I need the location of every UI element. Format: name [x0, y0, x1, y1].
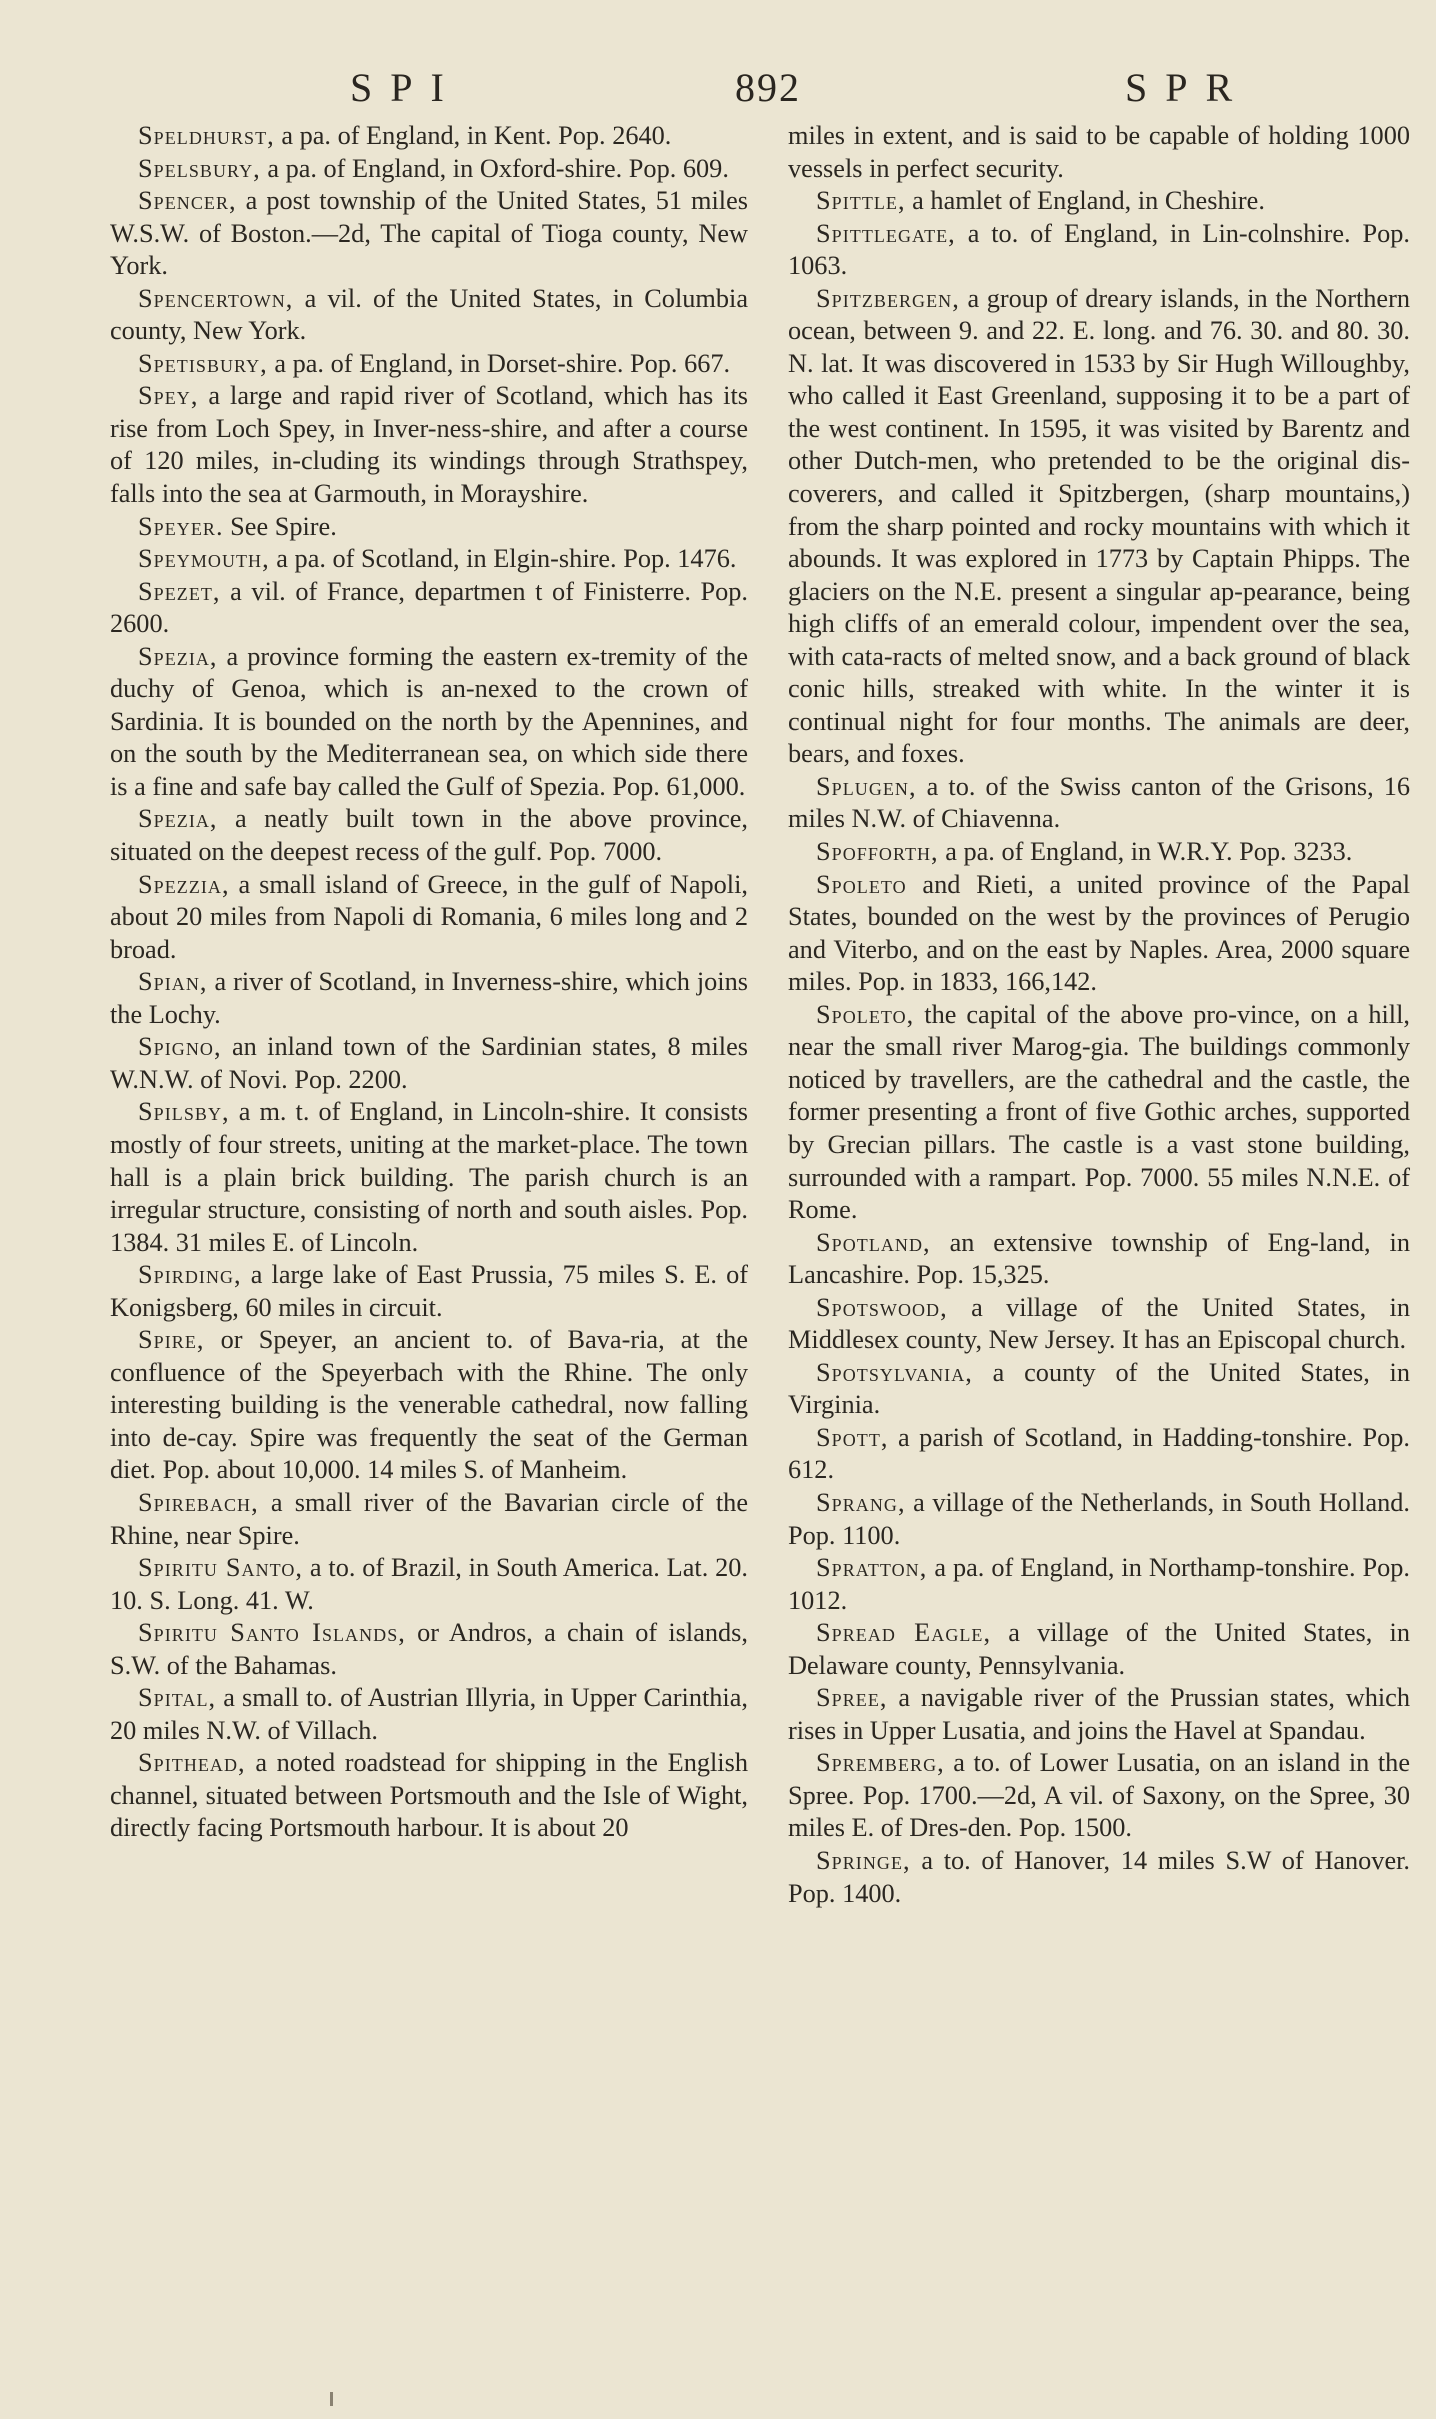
entry-text: a large and rapid river of Scotland, which has its rise from Loch Spey, in Inver-ness-shire, and after a course of 120 miles, in-cluding its windings through Strathspey, falls into the sea at Garmouth, in Morayshire. [110, 381, 748, 509]
entry-text: or Andros, a chain of islands, S.W. of the Bahamas. [110, 1618, 748, 1680]
entry-text: a pa. of England, in W.R.Y. Pop. 3233. [938, 837, 1353, 867]
entry-headword: Spian, [138, 967, 208, 997]
entry-headword: Spey, [138, 381, 199, 411]
page-number: 892 [735, 65, 801, 110]
entry-headword: Splugen, [816, 771, 917, 801]
entry-text: See Spire. [223, 511, 337, 541]
entry-text: a village of the United States, in Delaware county, Pennsylvania. [788, 1618, 1410, 1680]
entry-headword: Spencer, [138, 186, 237, 216]
gazetteer-entry [110, 1487, 748, 1552]
entry-headword: Spott, [816, 1422, 889, 1452]
gazetteer-entry [110, 1617, 748, 1682]
entry-text: and Rieti, a united province of the Papal States, bounded on the west by the provinces of Perugio and Viterbo, and on the east by Naples. Area, 2000 square miles. Pop. in 1833, 166,142. [788, 869, 1410, 997]
gazetteer-entry [788, 1552, 1410, 1617]
entry-text: a small island of Greece, in the gulf of Napoli, about 20 miles from Napoli di Romania, 6 miles long and 2 broad. [110, 869, 748, 964]
gazetteer-entry [110, 120, 748, 153]
entry-headword: Spiritu Santo Islands, [138, 1618, 406, 1648]
entry-text: a to. of Brazil, in South America. Lat. 20. 10. S. Long. 41. W. [110, 1553, 748, 1615]
gazetteer-entry [110, 283, 748, 348]
entry-text: a pa. of England, in Kent. Pop. 2640. [274, 121, 672, 150]
gazetteer-entry [788, 218, 1410, 283]
entry-text: a hamlet of England, in Cheshire. [905, 186, 1265, 216]
entry-text: a vil. of the United States, in Columbia county, New York. [110, 283, 748, 346]
gazetteer-entry [110, 1096, 748, 1259]
gazetteer-entry [110, 185, 748, 283]
entry-headword: Spotsylvania, [816, 1357, 973, 1387]
gazetteer-entry [110, 348, 748, 381]
entry-headword: Speldhurst, [138, 121, 275, 150]
entry-text: an extensive township of Eng-land, in Lancashire. Pop. 15,325. [788, 1227, 1410, 1290]
entry-headword: Spotland, [816, 1227, 931, 1257]
running-header [110, 64, 1400, 124]
entry-headword: Spratton, [816, 1553, 928, 1583]
left-column [110, 120, 748, 1845]
gazetteer-entry [788, 283, 1410, 771]
entry-headword: Spread Eagle, [816, 1618, 992, 1648]
gazetteer-entry [110, 869, 748, 967]
gazetteer-entry [110, 641, 748, 804]
entry-headword: Spithead, [138, 1748, 246, 1778]
entry-text: a vil. of France, departmen t of Finisterre. Pop. 2600. [110, 576, 748, 639]
entry-headword: Spittle, [816, 186, 906, 216]
entry-text: a group of dreary islands, in the Northern ocean, between 9. and 22. E. long. and 76. 30. and 80. 30. N. lat. It was discovered in 1533 by Sir Hugh Willoughby, who called it East Greenland, supposing it to be a part of the west continent. In 1595, it was visited by Barentz and other Dutch-men, who pretended to be the original dis-coverers, and called it Spitzbergen, (sharp mountains,) from the sharp pointed and rocky mountains with which it abounds. It was explored in 1773 by Captain Phipps. The glaciers on the N.E. present a singular ap-pearance, being high cliffs of an emerald colour, impendent over the sea, with cata-racts of melted snow, and a back ground of black conic hills, streaked with white. In the winter it is continual night for four months. The animals are deer, bears, and foxes. [788, 283, 1410, 769]
gazetteer-entry [788, 185, 1410, 218]
entry-text: a noted roadstead for shipping in the English channel, situated between Portsmouth and the Isle of Wight, directly facing Portsmouth harbour. It is about 20 [110, 1748, 748, 1843]
gazetteer-entry [110, 803, 748, 868]
entry-text: a to. of Lower Lusatia, on an island in the Spree. Pop. 1700.—2d, A vil. of Saxony, on the Spree, 30 miles E. of Dres-den. Pop. 1500. [788, 1748, 1410, 1843]
gazetteer-entry [788, 1845, 1410, 1910]
header-right-guideword: SPR [1125, 65, 1251, 110]
gazetteer-entry [788, 1747, 1410, 1845]
gazetteer-entry [788, 120, 1410, 185]
entry-headword: Spezia, [138, 641, 218, 671]
entry-text: a parish of Scotland, in Hadding-tonshire. Pop. 612. [788, 1422, 1410, 1485]
entry-headword: Spitzbergen, [816, 283, 960, 313]
gazetteer-entry [788, 869, 1410, 999]
entry-headword: Spree, [816, 1683, 888, 1713]
gazetteer-entry [788, 771, 1410, 836]
gazetteer-entry [110, 511, 748, 544]
gazetteer-entry [110, 1259, 748, 1324]
footer-mark [330, 2392, 333, 2406]
header-left-guideword: SPI [350, 65, 462, 110]
entry-text: a to. of Hanover, 14 miles S.W of Hanover. Pop. 1400. [788, 1845, 1410, 1908]
entry-text: a pa. of England, in Dorset-shire. Pop. 667. [267, 348, 731, 378]
gazetteer-entry [788, 1487, 1410, 1552]
right-column [788, 120, 1410, 1910]
entry-headword: Spremberg, [816, 1748, 945, 1778]
gazetteer-entry [788, 1292, 1410, 1357]
entry-text: a post township of the United States, 51 miles W.S.W. of Boston.—2d, The capital of Tioga county, New York. [110, 186, 748, 281]
entry-text: an inland town of the Sardinian states, 8 miles W.N.W. of Novi. Pop. 2200. [110, 1032, 748, 1094]
entry-text: a province forming the eastern ex-tremity of the duchy of Genoa, which is an-nexed to the crown of Sardinia. It is bounded on the north by the Apennines, and on the south by the Mediterranean sea, on which side there is a fine and safe bay called the Gulf of Spezia. Pop. 61,000. [110, 641, 748, 801]
entry-headword: Spirding, [138, 1260, 242, 1290]
entry-headword: Springe, [816, 1845, 911, 1875]
gazetteer-entry [110, 153, 748, 186]
entry-text: a pa. of England, in Northamp-tonshire. Pop. 1012. [788, 1553, 1410, 1615]
entry-text: a neatly built town in the above province, situated on the deepest recess of the gulf. Pop. 7000. [110, 804, 748, 867]
gazetteer-entry [788, 836, 1410, 869]
entry-headword: Spezia, [138, 804, 218, 834]
entry-headword: Spetisbury, [138, 348, 268, 378]
entry-text: a river of Scotland, in Inverness-shire, which joins the Lochy. [110, 967, 748, 1029]
entry-text: a to. of England, in Lin-colnshire. Pop. 1063. [788, 218, 1410, 281]
entry-headword: Spofforth, [816, 837, 939, 867]
entry-headword: Spencertown, [138, 283, 294, 313]
entry-text: miles in extent, and is said to be capable of holding 1000 vessels in perfect security. [788, 121, 1410, 183]
entry-text: a village of the United States, in Middlesex county, New Jersey. It has an Episcopal church. [788, 1292, 1410, 1355]
gazetteer-entry [110, 1747, 748, 1845]
entry-headword: Spirebach, [138, 1487, 259, 1517]
entry-text: a large lake of East Prussia, 75 miles S. E. of Konigsberg, 60 miles in circuit. [110, 1260, 748, 1322]
entry-text: the capital of the above pro-vince, on a hill, near the small river Marog-gia. The buildings commonly noticed by travellers, are the cathedral and the castle, the former presenting a front of five Gothic arches, supported by Grecian pillars. The castle is a vast stone building, surrounded with a rampart. Pop. 7000. 55 miles N.N.E. of Rome. [788, 999, 1410, 1225]
gazetteer-entry [110, 543, 748, 576]
entry-headword: Speyer. [138, 511, 224, 541]
gazetteer-entry [110, 1552, 748, 1617]
entry-text: a village of the Netherlands, in South Holland. Pop. 1100. [788, 1487, 1410, 1550]
gazetteer-entry [110, 576, 748, 641]
entry-headword: Spelsbury, [138, 153, 261, 183]
entry-headword: Spital, [138, 1683, 217, 1713]
gazetteer-entry [110, 1031, 748, 1096]
entry-text: a small to. of Austrian Illyria, in Upper Carinthia, 20 miles N.W. of Villach. [110, 1683, 748, 1745]
gazetteer-entry [788, 1422, 1410, 1487]
entry-headword: Spilsby, [138, 1097, 230, 1127]
gazetteer-entry [788, 1227, 1410, 1292]
entry-headword: Spiritu Santo, [138, 1553, 304, 1583]
entry-headword: Spigno, [138, 1032, 222, 1062]
gazetteer-entry [110, 1682, 748, 1747]
entry-headword: Spoleto, [816, 999, 915, 1029]
entry-text: a pa. of England, in Oxford-shire. Pop. 609. [260, 153, 729, 183]
entry-headword: Spezet, [138, 576, 221, 606]
entry-headword: Spezzia, [138, 869, 230, 899]
entry-headword: Sprang, [816, 1487, 906, 1517]
gazetteer-entry [110, 966, 748, 1031]
entry-headword: Speymouth, [138, 544, 270, 574]
gazetteer-entry [788, 1682, 1410, 1747]
entry-text: a m. t. of England, in Lincoln-shire. It consists mostly of four streets, uniting at the market-place. The town hall is a plain brick building. The parish church is an irregular structure, consisting of north and south aisles. Pop. 1384. 31 miles E. of Lincoln. [110, 1097, 748, 1257]
gazetteer-entry [788, 1357, 1410, 1422]
entry-text: a small river of the Bavarian circle of the Rhine, near Spire. [110, 1487, 748, 1550]
entry-headword: Spotswood, [816, 1292, 948, 1322]
gazetteer-entry [788, 1617, 1410, 1682]
entry-headword: Spittlegate, [816, 218, 956, 248]
gazetteer-entry [110, 380, 748, 510]
entry-headword: Spoleto [816, 869, 907, 899]
entry-text: or Speyer, an ancient to. of Bava-ria, at the confluence of the Speyerbach with the Rhine. The only interesting building is the venerable cathedral, now falling into de-cay. Spire was frequently the seat of the German diet. Pop. about 10,000. 14 miles S. of Manheim. [110, 1325, 748, 1485]
gazetteer-entry [788, 999, 1410, 1227]
entry-text: a county of the United States, in Virginia. [788, 1357, 1410, 1420]
entry-text: a navigable river of the Prussian states, which rises in Upper Lusatia, and joins the Havel at Spandau. [788, 1683, 1410, 1745]
entry-headword: Spire, [138, 1325, 205, 1355]
entry-text: a to. of the Swiss canton of the Grisons, 16 miles N.W. of Chiavenna. [788, 771, 1410, 834]
entry-text: a pa. of Scotland, in Elgin-shire. Pop. 1476. [269, 544, 737, 574]
gazetteer-entry [110, 1324, 748, 1487]
